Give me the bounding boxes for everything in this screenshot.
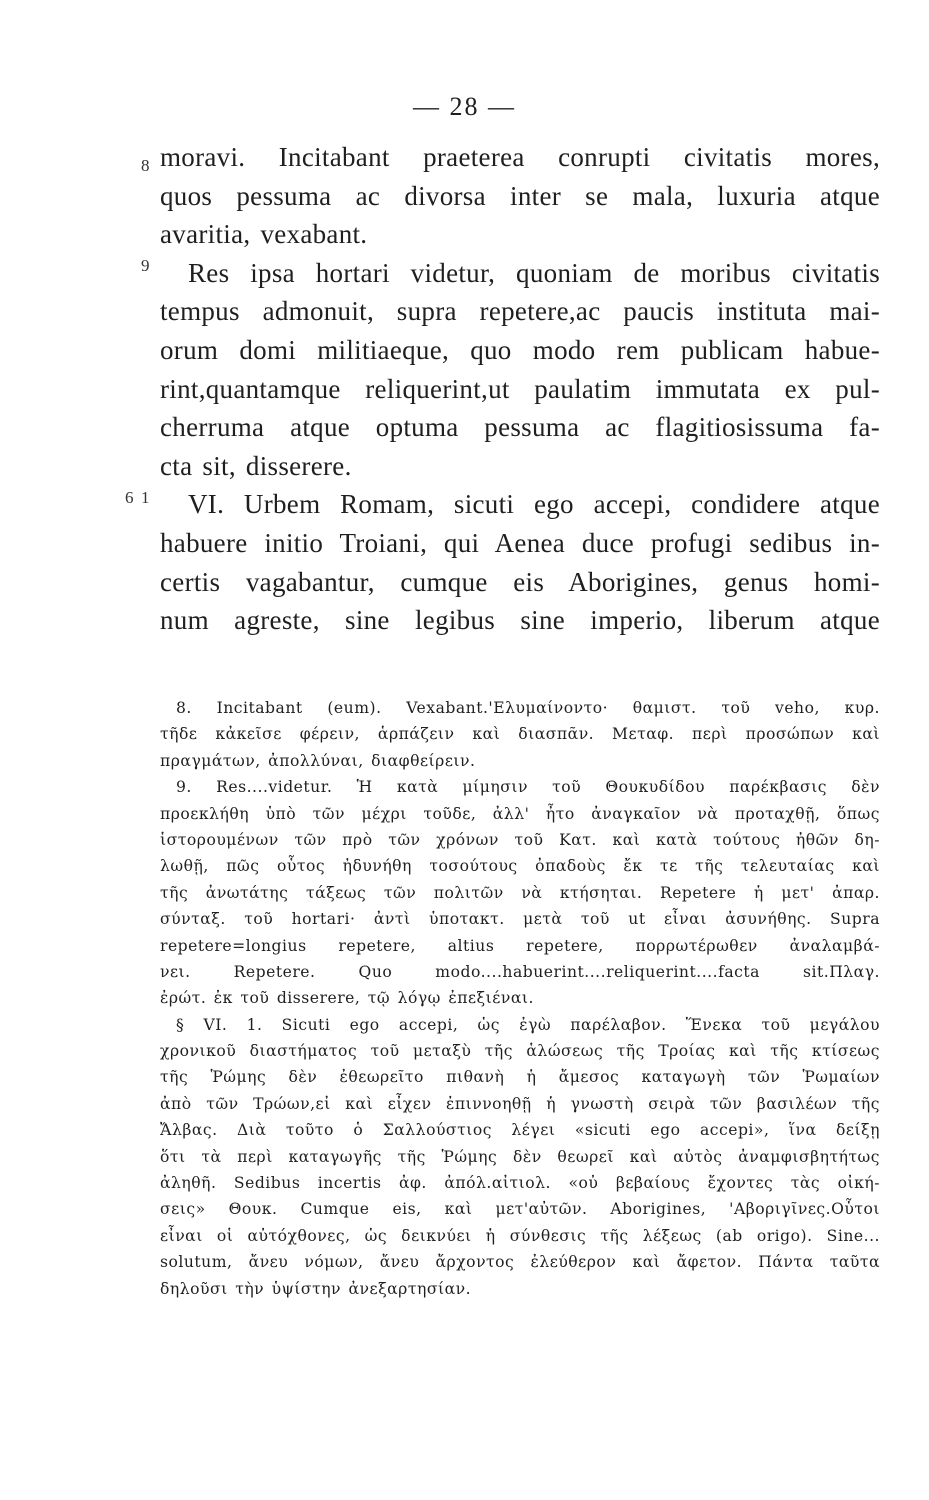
- main-line: rint,quantamque reliquerint,ut paulatim immutata ex pul-: [160, 373, 880, 404]
- note-line: λωθῇ, πῶς οὗτος ἠδυνήθη τοσούτους ὀπαδοὺς ἔκ τε τῆς τελευταίας καὶ: [160, 857, 880, 876]
- note-line: τῆς ἀνωτάτης τάξεως τῶν πολιτῶν νὰ κτήσηται. Repetere ἡ μετ' ἀπαρ.: [160, 883, 880, 902]
- note-line: σεις» Θουκ. Cumque eis, καὶ μετ'αὐτῶν. Aborigines, 'Αβοριγῖνες.Οὗτοι: [160, 1200, 880, 1219]
- main-text: [160, 138, 880, 640]
- note-line: προεκλήθη ὑπὸ τῶν μέχρι τοῦδε, ἀλλ' ἦτο ἀναγκαῖον νὰ προταχθῇ, ὅπως: [160, 804, 880, 823]
- note-line: νει. Repetere. Quo modo....habuerint....reliquerint....facta sit.Πλαγ.: [160, 962, 880, 981]
- note-line: ἐρώτ. ἐκ τοῦ disserere, τῷ λόγῳ ἐπεξιέναι.: [160, 989, 534, 1008]
- main-line: cherruma atque optuma pessuma ac flagitiosissuma fa-: [160, 412, 880, 443]
- main-line: orum domi militiaeque, quo modo rem publicam habue-: [160, 334, 880, 365]
- note-line: Ἄλβας. Διὰ τοῦτο ὁ Σαλλούστιος λέγει «sicuti ego accepi», ἵνα δείξῃ: [160, 1121, 880, 1140]
- note-line: 9. Res....videtur. Ἡ κατὰ μίμησιν τοῦ Θουκυδίδου παρέκβασις δὲν: [176, 778, 880, 797]
- note-line: εἶναι οἱ αὐτόχθονες, ὡς δεικνύει ἡ σύνθεσις τῆς λέξεως (ab origo). Sine...: [160, 1226, 880, 1245]
- main-line: moravi. Incitabant praeterea conrupti civitatis mores,: [160, 142, 880, 172]
- main-line: VI. Urbem Romam, sicuti ego accepi, condidere atque: [188, 489, 880, 520]
- page-number: — 28 —: [413, 92, 516, 121]
- note-line: τῆδε κἀκεῖσε φέρειν, ἁρπάζειν καὶ διασπᾶν. Μεταφ. περὶ προσώπων καὶ: [160, 725, 880, 744]
- main-line: Res ipsa hortari videtur, quoniam de moribus civitatis: [188, 257, 880, 288]
- main-line: quos pessuma ac divorsa inter se mala, luxuria atque: [160, 180, 880, 211]
- main-line: certis vagabantur, cumque eis Aborigines, genus homi-: [160, 566, 880, 597]
- note-line: ἀληθῆ. Sedibus incertis ἀφ. ἀπόλ.αἰτιολ. «οὐ βεβαίους ἔχοντες τὰς οἰκή-: [160, 1174, 880, 1193]
- note-line: σύνταξ. τοῦ hortari· ἀντὶ ὑποτακτ. μετὰ τοῦ ut εἶναι ἀσυνήθης. Supra: [160, 910, 880, 929]
- footnotes: [160, 695, 880, 1302]
- note-line: § VI. 1. Sicuti ego accepi, ὡς ἐγὼ παρέλαβον. Ἕνεκα τοῦ μεγάλου: [176, 1015, 880, 1034]
- note-line: solutum, ἄνευ νόμων, ἄνευ ἄρχοντος ἐλεύθερον καὶ ἄφετον. Πάντα ταῦτα: [160, 1253, 880, 1272]
- note-line: ἱστορουμένων τῶν πρὸ τῶν χρόνων τοῦ Κατ. καὶ κατὰ τούτους ἠθῶν δη-: [160, 830, 880, 849]
- note-line: δηλοῦσι τὴν ὑψίστην ἀνεξαρτησίαν.: [160, 1279, 472, 1298]
- margin-mark-1: 1: [141, 488, 150, 507]
- margin-mark-6: 6: [125, 488, 134, 507]
- note-line: 8. Incitabant (eum). Vexabant.'Ελυμαίνοντο· θαμιστ. τοῦ veho, κυρ.: [176, 699, 880, 717]
- margin-mark-9: 9: [141, 256, 150, 275]
- note-line: πραγμάτων, ἀπολλύναι, διαφθείρειν.: [160, 751, 476, 770]
- note-line: τῆς Ῥώμης δὲν ἐθεωρεῖτο πιθανὴ ἡ ἄμεσος καταγωγὴ τῶν Ῥωμαίων: [160, 1068, 880, 1087]
- note-line: χρονικοῦ διαστήματος τοῦ μεταξὺ τῆς ἁλώσεως τῆς Τροίας καὶ τῆς κτίσεως: [160, 1042, 880, 1061]
- main-line: tempus admonuit, supra repetere,ac paucis instituta mai-: [160, 296, 880, 327]
- main-line: habuere initio Troiani, qui Aenea duce profugi sedibus in-: [160, 527, 880, 558]
- main-line: num agreste, sine legibus sine imperio, liberum atque: [160, 605, 880, 636]
- note-line: ἀπὸ τῶν Τρώων,εἰ καὶ εἶχεν ἐπιννοηθῇ ἡ γνωστὴ σειρὰ τῶν βασιλέων τῆς: [160, 1094, 880, 1113]
- margin-mark-8: 8: [141, 156, 150, 175]
- main-line: cta sit, disserere.: [160, 450, 352, 481]
- note-line: repetere=longius repetere, altius repetere, πορρωτέρωθεν ἀναλαμβά-: [160, 936, 880, 955]
- main-line: avaritia, vexabant.: [160, 219, 368, 250]
- note-line: ὅτι τὰ περὶ καταγωγῆς τῆς Ῥώμης δὲν θεωρεῖ καὶ αὐτὸς ἀναμφισβητήτως: [160, 1147, 880, 1166]
